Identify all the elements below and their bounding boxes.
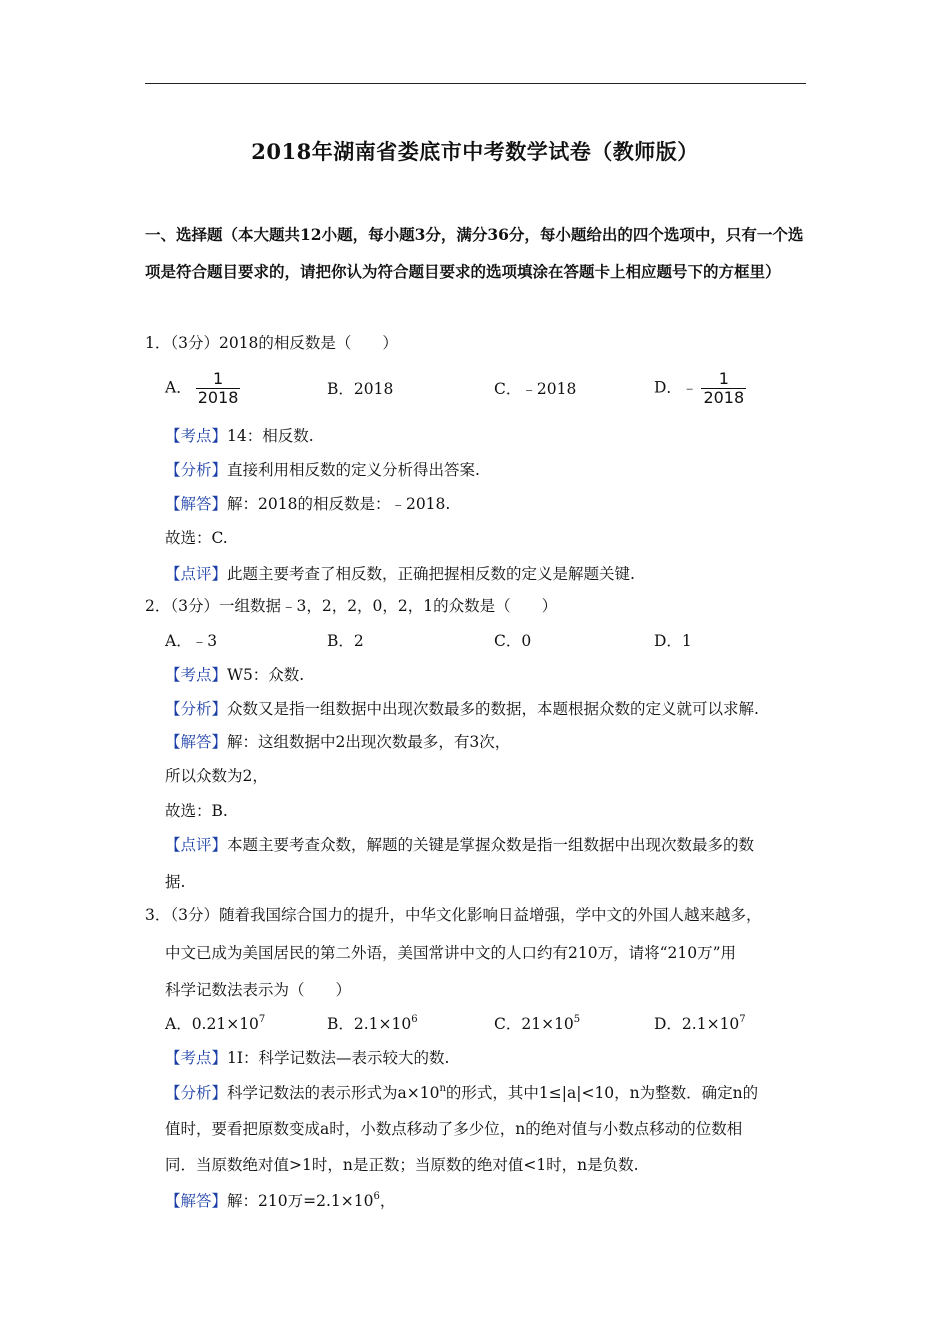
fraction-denominator: 2018 xyxy=(197,388,239,407)
q1-jieda-text: 解：2018的相反数是：﹣2018. xyxy=(227,495,451,513)
q2-fenxi xyxy=(165,697,759,719)
q1-dianping xyxy=(165,562,635,584)
page-title: 2018年湖南省娄底市中考数学试卷（教师版） xyxy=(251,139,699,164)
q1-kaodian-text: 14：相反数. xyxy=(227,427,314,445)
tag-kaodian: 【考点】 xyxy=(165,1049,228,1067)
q2-option-b: B．2 xyxy=(327,632,364,650)
q3-kaodian xyxy=(165,1046,449,1068)
fraction-numerator: 1 xyxy=(212,369,224,388)
tag-dianping: 【点评】 xyxy=(165,565,228,583)
q3-option-b-exponent: 6 xyxy=(411,1014,418,1025)
q3-fenxi-text-b: 的形式，其中1≤|a|<10，n为整数．确定n的 xyxy=(445,1084,759,1102)
q3-jieda xyxy=(165,1189,395,1211)
tag-kaodian: 【考点】 xyxy=(165,427,228,445)
q3-fenxi xyxy=(165,1081,758,1103)
tag-kaodian: 【考点】 xyxy=(165,666,228,684)
q3-stem-line1: 3．（3分）随着我国综合国力的提升，中华文化影响日益增强，学中文的外国人越来越多， xyxy=(145,906,762,924)
q3-fenxi-line2: 值时，要看把原数变成a时，小数点移动了多少位，n的绝对值与小数点移动的位数相 xyxy=(165,1120,743,1138)
q1-dianping-text: 此题主要考查了相反数，正确把握相反数的定义是解题关键. xyxy=(227,565,635,583)
q3-option-c-exponent: 5 xyxy=(573,1014,581,1025)
q3-fenxi-line3: 同．当原数绝对值>1时，n是正数；当原数的绝对值<1时，n是负数. xyxy=(165,1156,639,1174)
q2-jieda-line2: 所以众数为2， xyxy=(165,767,268,785)
q3-fenxi-text-a: 科学记数法的表示形式为a×10 xyxy=(227,1084,440,1102)
q2-choice: 故选：B. xyxy=(165,802,228,820)
q3-option-b xyxy=(327,1012,418,1034)
tag-dianping: 【点评】 xyxy=(165,836,228,854)
q3-jieda-exponent: 6 xyxy=(373,1191,380,1202)
q1-option-d-label: D．﹣ xyxy=(654,378,698,397)
tag-jieda: 【解答】 xyxy=(165,733,228,751)
q1-jieda xyxy=(165,492,450,514)
q3-jieda-text-a: 解：210万=2.1×10 xyxy=(227,1192,374,1210)
tag-fenxi: 【分析】 xyxy=(165,461,228,479)
q3-fenxi-exponent: n xyxy=(439,1083,446,1094)
q3-option-a xyxy=(165,1012,265,1034)
q2-option-c: C．0 xyxy=(494,632,532,650)
q3-kaodian-text: 1I：科学记数法—表示较大的数. xyxy=(227,1049,450,1067)
q3-option-b-base: B．2.1×10 xyxy=(327,1015,412,1033)
q3-jieda-text-b: ， xyxy=(379,1192,396,1210)
q2-dianping-text: 本题主要考查众数，解题的关键是掌握众数是指一组数据中出现次数最多的数 xyxy=(227,836,755,854)
q2-jieda-text: 解：这组数据中2出现次数最多，有3次， xyxy=(227,733,511,751)
q1-option-a-fraction xyxy=(196,370,241,407)
q3-option-d xyxy=(654,1012,746,1034)
q3-stem-line3: 科学记数法表示为（ ） xyxy=(165,981,352,999)
q2-option-d: D．1 xyxy=(654,632,692,650)
q1-option-c: C．﹣2018 xyxy=(494,380,577,398)
fraction-numerator: 1 xyxy=(718,369,729,388)
q3-stem-line2: 中文已成为美国居民的第二外语，美国常讲中文的人口约有210万，请将“210万”用 xyxy=(165,944,737,962)
q1-kaodian xyxy=(165,424,314,446)
q2-dianping-line2: 据. xyxy=(165,873,186,891)
q2-kaodian-text: W5：众数. xyxy=(227,666,305,684)
q3-option-c xyxy=(494,1012,580,1034)
q1-option-d xyxy=(654,370,746,407)
q1-choice: 故选：C. xyxy=(165,529,228,547)
q2-stem: 2．（3分）一组数据﹣3，2，2，0，2，1的众数是（ ） xyxy=(145,597,558,615)
tag-fenxi: 【分析】 xyxy=(165,700,228,718)
q2-option-a: A．﹣3 xyxy=(165,632,218,650)
q1-option-a-label: A． xyxy=(165,378,192,397)
q1-option-b: B．2018 xyxy=(327,380,394,398)
q2-fenxi-text: 众数又是指一组数据中出现次数最多的数据，本题根据众数的定义就可以求解. xyxy=(227,700,759,718)
q3-option-a-exponent: 7 xyxy=(258,1014,266,1025)
q3-option-d-exponent: 7 xyxy=(739,1014,746,1025)
section-heading: 一、选择题（本大题共12小题，每小题3分，满分36分，每小题给出的四个选项中，只有一个选项是符合题目要求的，请把你认为符合题目要求的选项填涂在答题卡上相应题号下的方框里） xyxy=(145,225,804,281)
tag-jieda: 【解答】 xyxy=(165,495,228,513)
q2-kaodian xyxy=(165,663,304,685)
q3-option-c-base: C．21×10 xyxy=(494,1015,574,1033)
q3-option-d-base: D．2.1×10 xyxy=(654,1015,740,1033)
q3-option-a-base: A．0.21×10 xyxy=(165,1015,259,1033)
header-rule xyxy=(145,83,806,84)
tag-jieda: 【解答】 xyxy=(165,1192,228,1210)
q2-jieda xyxy=(165,730,510,752)
q1-option-a xyxy=(165,370,240,407)
q1-option-d-fraction xyxy=(701,370,746,407)
q1-fenxi-text: 直接利用相反数的定义分析得出答案. xyxy=(227,461,480,479)
q1-fenxi xyxy=(165,458,480,480)
q1-stem: 1．（3分）2018的相反数是（ ） xyxy=(145,334,398,352)
q2-dianping xyxy=(165,833,754,855)
tag-fenxi: 【分析】 xyxy=(165,1084,228,1102)
fraction-denominator: 2018 xyxy=(703,388,745,407)
